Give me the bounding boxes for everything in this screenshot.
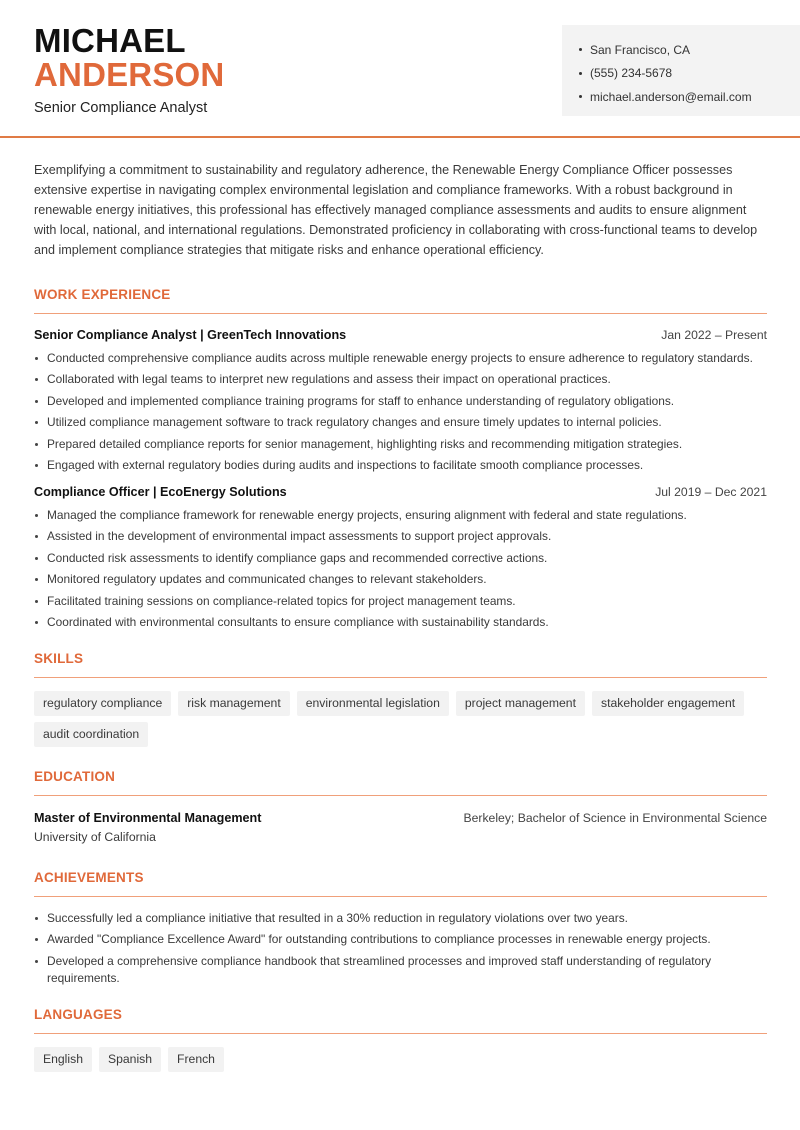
language-tag: French <box>168 1047 224 1072</box>
job-dates: Jul 2019 – Dec 2021 <box>655 484 767 499</box>
education-section <box>34 769 767 844</box>
job-header <box>34 485 767 499</box>
job-bullets <box>34 350 767 474</box>
job-dates: Jan 2022 – Present <box>661 328 767 342</box>
achievement-bullet: Awarded "Compliance Excellence Award" for outstanding contributions to compliance processes in renewable energy projects. <box>34 931 767 948</box>
language-tag: Spanish <box>99 1047 161 1072</box>
education-degree: Master of Environmental Management <box>34 810 262 825</box>
section-divider <box>34 677 767 678</box>
skills-section <box>34 651 767 753</box>
job-bullets <box>34 507 767 631</box>
job-title: Senior Compliance Analyst <box>34 100 208 116</box>
bullet-icon <box>579 95 582 98</box>
contact-location-text: San Francisco, CA <box>590 42 691 57</box>
job-entry <box>34 328 767 474</box>
skills-tags <box>34 691 767 753</box>
job-bullet: Collaborated with legal teams to interpret new regulations and assess their impact on operational practices. <box>34 371 767 388</box>
education-detail: Berkeley; Bachelor of Science in Environmental Science <box>463 810 767 825</box>
section-title-education: EDUCATION <box>34 768 116 784</box>
job-bullet: Prepared detailed compliance reports for senior management, highlighting risks and recommending mitigation strategies. <box>34 436 767 453</box>
education-school: University of California <box>34 829 156 844</box>
section-title-work-experience: WORK EXPERIENCE <box>34 287 171 302</box>
last-name: ANDERSON <box>34 56 225 93</box>
job-bullet: Managed the compliance framework for renewable energy projects, ensuring alignment with federal and state regulations. <box>34 507 767 524</box>
languages-section <box>34 1007 767 1078</box>
section-divider <box>34 896 767 897</box>
job-bullet: Engaged with external regulatory bodies during audits and inspections to facilitate smooth compliance processes. <box>34 457 767 474</box>
job-bullet: Developed and implemented compliance training programs for staff to enhance understanding of regulatory obligations. <box>34 393 767 410</box>
section-title-skills: SKILLS <box>34 650 84 666</box>
job-bullet: Conducted comprehensive compliance audits across multiple renewable energy projects to ensure adherence to regulatory standards. <box>34 350 767 367</box>
achievement-bullet: Developed a comprehensive compliance handbook that streamlined processes and improved staff understanding of regulatory requirements. <box>34 953 767 987</box>
job-entry <box>34 485 767 631</box>
contact-phone <box>579 62 800 86</box>
section-divider <box>34 795 767 796</box>
resume-body <box>34 160 767 1078</box>
language-tag: English <box>34 1047 92 1072</box>
contact-location <box>579 38 800 62</box>
first-name: MICHAEL <box>34 22 186 59</box>
contact-box <box>562 25 800 116</box>
education-header <box>34 811 767 825</box>
work-experience-section <box>34 287 767 631</box>
skill-tag: stakeholder engagement <box>592 691 744 716</box>
section-title-achievements: ACHIEVEMENTS <box>34 869 144 885</box>
skill-tag: risk management <box>178 691 289 716</box>
bullet-icon <box>579 72 582 75</box>
section-divider <box>34 1033 767 1034</box>
job-role: Compliance Officer | EcoEnergy Solutions <box>34 484 287 499</box>
contact-phone-text: (555) 234-5678 <box>590 66 673 81</box>
contact-email[interactable] <box>579 85 800 109</box>
achievements-section <box>34 870 767 987</box>
job-bullet: Conducted risk assessments to identify compliance gaps and recommended corrective actions. <box>34 550 767 567</box>
job-bullet: Utilized compliance management software to track regulatory changes and ensure timely updates to internal policies. <box>34 414 767 431</box>
skill-tag: regulatory compliance <box>34 691 171 716</box>
job-header <box>34 328 767 342</box>
language-tags <box>34 1047 767 1078</box>
job-bullet: Assisted in the development of environmental impact assessments to support project approvals. <box>34 528 767 545</box>
skill-tag: project management <box>456 691 585 716</box>
job-bullet: Monitored regulatory updates and communicated changes to relevant stakeholders. <box>34 571 767 588</box>
skill-tag: audit coordination <box>34 722 148 747</box>
professional-summary: Exemplifying a commitment to sustainability and regulatory adherence, the Renewable Energy Compliance Officer possesses extensive expertise in navigating complex environmental legislation and compliance frameworks. With a robust background in renewable energy initiatives, this professional has effectively managed compliance assessments and audits to ensure alignment with local, national, and international regulations. Demonstrated proficiency in collaborating with cross-functional teams to develop and implement compliance strategies that mitigate risks and enhance operational efficiency. <box>34 163 758 257</box>
achievement-bullet: Successfully led a compliance initiative that resulted in a 30% reduction in regulatory violations over two years. <box>34 910 767 927</box>
job-role: Senior Compliance Analyst | GreenTech Innovations <box>34 328 347 342</box>
resume-header <box>0 0 800 138</box>
bullet-icon <box>579 48 582 51</box>
achievement-bullets <box>34 910 767 987</box>
job-bullet: Facilitated training sessions on compliance-related topics for project management teams. <box>34 593 767 610</box>
section-title-languages: LANGUAGES <box>34 1006 123 1022</box>
job-bullet: Coordinated with environmental consultants to ensure compliance with sustainability standards. <box>34 614 767 631</box>
section-divider <box>34 313 767 314</box>
contact-email-text[interactable]: michael.anderson@email.com <box>590 89 752 104</box>
skill-tag: environmental legislation <box>297 691 449 716</box>
